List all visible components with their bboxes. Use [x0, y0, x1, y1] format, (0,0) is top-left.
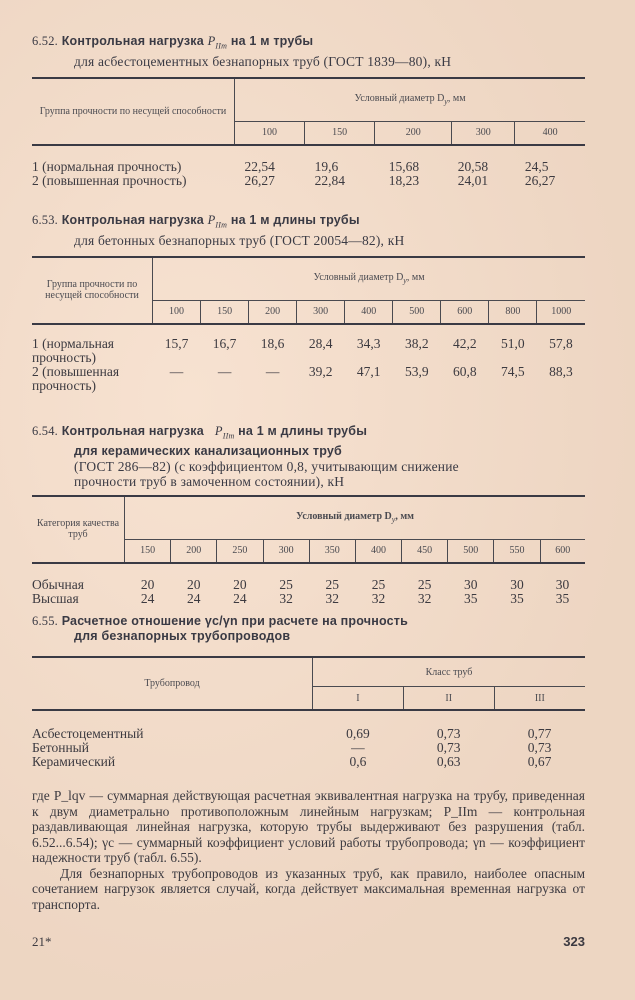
- body-paragraph: Для безнапорных трубопроводов из указанных труб, как правило, наиболее опасным сочетанием нагрузок является случай, когда действует максимальная временная нагрузка от транспорта.: [32, 865, 585, 912]
- table-6-52: [32, 34, 585, 188]
- table-row: Керамический 0,6 0,63 0,67: [32, 754, 552, 769]
- footnote-text: [32, 788, 585, 912]
- table-caption: 6.55. Расчетное отношение γc/γn при расчете на прочность для безнапорных трубопроводов: [32, 614, 408, 643]
- table-caption: 6.53. Контрольная нагрузка $P_{IIm}$ на 1 м длины трубы для бетонных безнапорных труб (ГОСТ 20054—82), кН: [32, 213, 405, 248]
- data-table: Категория качества труб Условный диаметр $D_y$, мм 150 200 250 300 350 400 450 500 550 600 Обычная 20 20 20 25 25 25 25 30 30 30 Высшая 24 24 24 32 32 32 32 35 35 35: [32, 495, 585, 606]
- data-table: Группа прочности по несущей способности Условный диаметр $D_y$, мм 100 150 200 300 400 500 600 800 1000 1 (нормальная прочность) 15,7 16,7 18,6 28,4 34,3 38,2 42,2 51,0 57,8 2 (повышенная прочность) — — — 39,2 47,1 53,9 60,8 74,5 88,3: [32, 256, 585, 393]
- data-table: Трубопровод Класс труб I II III Асбестоцементный 0,69 0,73 0,77 Бетонный — 0,73 0,73 Керамический 0,6 0,63 0,67: [32, 656, 585, 769]
- table-row: Обычная 20 20 20 25 25 25 25 30 30 30: [32, 576, 570, 592]
- table-row: 2 (повышенная прочность) 26,27 22,84 18,23 24,01 26,27: [32, 172, 556, 188]
- footnote-definitions: где P_lqv — суммарная действующая расчетная эквивалентная нагрузка на трубу, приведенная к двум диаметрально противоположным линейным нагрузкам; P_IIm — контрольная раздавливающая линейная нагрузка, которую трубы выдерживают без разрушения (табл. 6.52...6.54); γc — суммарный коэффициент условий работы трубопровода; γn — коэффициент надежности труб (табл. 6.55).: [32, 788, 585, 865]
- page-number: 323: [563, 934, 585, 949]
- table-row: 1 (нормальная прочность) 22,54 19,6 15,68 20,58 24,5: [32, 158, 549, 174]
- table-row: Бетонный — 0,73 0,73: [32, 740, 552, 755]
- table-row: 1 (нормальная прочность) 15,7 16,7 18,6 28,4 34,3 38,2 42,2 51,0 57,8: [32, 335, 573, 365]
- table-6-55: [32, 614, 585, 769]
- data-table: Группа прочности по несущей способности Условный диаметр $D_y$, мм 100 150 200 300 400 1 (нормальная прочность) 22,54 19,6 15,68 20,58 24,5 2 (повышенная прочность) 26,27 22,84 18,23 24,01 26,27: [32, 77, 585, 188]
- table-6-54: [32, 424, 585, 606]
- table-caption: 6.52. Контрольная нагрузка $P_{IIm}$ на 1 м трубы для асбестоцементных безнапорных труб (ГОСТ 1839—80), кН: [32, 34, 452, 69]
- signature-mark: 21*: [32, 934, 52, 949]
- table-caption: 6.54. Контрольная нагрузка $P_{IIm}$ на 1 м длины трубы для керамических канализационных труб (ГОСТ 286—82) (с коэффициентом 0,8, учитывающим снижение прочности труб в замоченном состоянии), кН: [32, 424, 459, 489]
- table-row: Асбестоцементный 0,69 0,73 0,77: [32, 726, 552, 741]
- table-row: Высшая 24 24 24 32 32 32 32 35 35 35: [32, 590, 570, 606]
- table-6-53: [32, 213, 585, 393]
- table-row: 2 (повышенная прочность) — — — 39,2 47,1 53,9 60,8 74,5 88,3: [32, 363, 573, 393]
